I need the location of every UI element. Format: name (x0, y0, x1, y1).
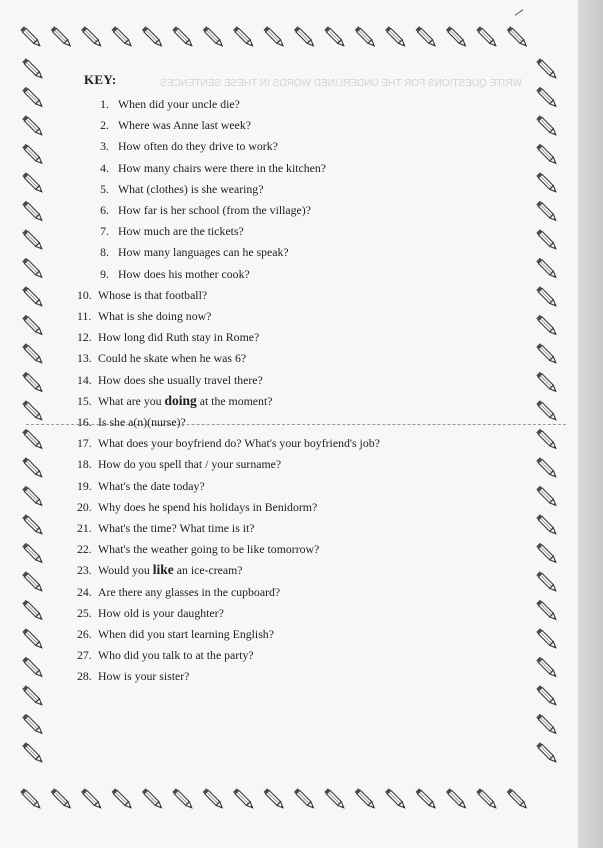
question-text (118, 179, 263, 199)
question-text-part: Are there any glasses in the cupboard? (98, 584, 281, 599)
pencil-icon (22, 172, 43, 193)
question-text (98, 582, 280, 602)
pencil-icon (22, 229, 43, 250)
pencil-icon (203, 788, 224, 809)
pencil-icon (385, 788, 406, 809)
pencil-icon (20, 788, 41, 809)
question-text (118, 221, 244, 241)
pencil-icon (446, 26, 467, 47)
pencil-icon (324, 788, 345, 809)
pencil-icon (203, 26, 224, 47)
pencil-icon (536, 571, 557, 592)
pencil-icon (22, 315, 43, 336)
pencil-icon (536, 600, 557, 621)
pencil-icon (476, 788, 497, 809)
item-number: 2. (100, 118, 109, 133)
pencil-icon (536, 372, 557, 393)
question-text-part: How often do they drive to work? (118, 139, 278, 154)
question-text (98, 285, 207, 305)
pencil-icon (22, 429, 43, 450)
pencil-icon (22, 657, 43, 678)
item-number: 1. (100, 97, 109, 111)
item-number: 28. (77, 669, 92, 684)
question-text (98, 454, 281, 474)
pencil-icon (536, 58, 557, 79)
question-text-part: How is your sister? (98, 669, 190, 684)
pencil-icon (355, 788, 376, 809)
item-number: 6. (100, 203, 109, 217)
key-title: KEY: (84, 72, 117, 87)
question-text-part: What is she doing now? (98, 309, 212, 323)
pencil-icon (263, 26, 284, 47)
question-text-part: How do you spell that / your surname? (98, 457, 282, 472)
question-text (118, 200, 311, 220)
item-number: 13. (77, 351, 92, 366)
pencil-icon (172, 788, 193, 809)
pencil-icon (355, 26, 376, 47)
pencil-icon (263, 788, 284, 809)
question-text (98, 603, 224, 623)
pencil-icon (324, 26, 345, 47)
item-number: 8. (100, 245, 109, 260)
item-number: 10. (77, 287, 92, 302)
question-text-part: Is she a(n)(nurse)? (98, 415, 186, 429)
item-number: 18. (77, 457, 92, 472)
bleed-through-heading: WRITE QUESTIONS FOR THE UNDERLINED WORDS IN THESE SENTENCES (160, 78, 522, 89)
pencil-icon (81, 788, 102, 809)
question-text-part: at the moment? (196, 393, 273, 408)
pencil-icon (536, 343, 557, 364)
pencil-icon (233, 26, 254, 47)
pencil-icon (22, 628, 43, 649)
pencil-icon (294, 26, 315, 47)
item-number: 4. (100, 160, 109, 175)
question-text-part: What's the date today? (98, 478, 205, 493)
item-number: 27. (77, 648, 92, 663)
question-text-part: Where was Anne last week? (118, 118, 251, 133)
pencil-icon (22, 685, 43, 706)
item-number: 7. (100, 224, 109, 239)
pencil-icon (536, 115, 557, 136)
pencil-icon (22, 144, 43, 165)
item-number: 12. (77, 330, 92, 345)
pencil-icon (536, 657, 557, 678)
question-text-part: What are you (98, 393, 165, 408)
pencil-icon (536, 486, 557, 507)
pencil-icon (111, 788, 132, 809)
item-number: 11. (77, 309, 92, 323)
pencil-icon (536, 229, 557, 250)
question-text (98, 497, 317, 517)
pencil-icon (81, 26, 102, 47)
item-number: 26. (77, 627, 92, 641)
question-text (98, 645, 254, 665)
pencil-icon (51, 26, 72, 47)
pencil-icon (536, 685, 557, 706)
question-text-part: When did your uncle die? (118, 97, 240, 111)
pencil-icon (22, 87, 43, 108)
question-text (98, 433, 380, 453)
question-text-part: Could he skate when he was 6? (98, 351, 247, 366)
pencil-icon (476, 26, 497, 47)
item-number: 19. (77, 478, 92, 493)
pencil-icon (233, 788, 254, 809)
pencil-icon (22, 514, 43, 535)
pencil-icon (22, 258, 43, 279)
pencil-icon (22, 742, 43, 763)
question-text-part: How does his mother cook? (118, 266, 250, 281)
question-text-part: Whose is that football? (98, 287, 208, 302)
question-text (98, 560, 243, 580)
question-text-part: Would you (98, 563, 153, 578)
question-text-part: How far is her school (from the village)? (118, 203, 311, 217)
pencil-icon (172, 26, 193, 47)
pencil-icon (536, 315, 557, 336)
question-text-part: When did you start learning English? (98, 627, 274, 641)
pencil-icon (51, 788, 72, 809)
pencil-icon (142, 26, 163, 47)
pencil-icon (536, 201, 557, 222)
item-number: 3. (100, 139, 109, 154)
pencil-icon (22, 115, 43, 136)
item-number: 25. (77, 605, 92, 620)
pencil-icon (536, 628, 557, 649)
question-text (98, 624, 274, 644)
pencil-icon (294, 788, 315, 809)
item-number: 5. (100, 181, 109, 196)
pencil-icon (22, 286, 43, 307)
question-text-part: How much are the tickets? (118, 224, 244, 239)
item-number: 15. (77, 393, 92, 408)
question-text-part: How many languages can he speak? (118, 245, 289, 260)
item-number: 17. (77, 436, 92, 451)
question-text (118, 242, 289, 262)
pencil-icon (385, 26, 406, 47)
pencil-icon (536, 258, 557, 279)
pencil-icon (22, 543, 43, 564)
pencil-icon (415, 26, 436, 47)
question-text (98, 370, 263, 390)
item-number: 20. (77, 499, 92, 514)
question-text-part: What does your boyfriend do? What's your boyfriend's job? (98, 436, 380, 451)
item-number: 14. (77, 372, 92, 387)
question-text (118, 158, 326, 178)
pencil-icon (536, 87, 557, 108)
pencil-icon (22, 372, 43, 393)
pencil-icon (22, 343, 43, 364)
pencil-icon (536, 429, 557, 450)
pencil-icon (536, 514, 557, 535)
pencil-icon (22, 571, 43, 592)
question-text (98, 306, 211, 326)
pencil-icon (20, 26, 41, 47)
question-text (118, 94, 240, 114)
question-text (98, 412, 186, 432)
pencil-icon (111, 26, 132, 47)
question-text-part: Why does he spend his holidays in Benidorm? (98, 499, 318, 514)
question-text (98, 666, 189, 686)
question-text-part: How long did Ruth stay in Rome? (98, 330, 260, 345)
pencil-icon (536, 714, 557, 735)
pencil-icon (22, 457, 43, 478)
pencil-icon (536, 543, 557, 564)
pencil-icon (536, 742, 557, 763)
question-text-part: Who did you talk to at the party? (98, 648, 254, 663)
emphasized-word: doing (164, 392, 197, 408)
item-number: 16. (77, 415, 92, 429)
pencil-icon (536, 144, 557, 165)
question-text-part: How many chairs were there in the kitchen? (118, 160, 327, 175)
pencil-icon (446, 788, 467, 809)
question-text-part: How old is your daughter? (98, 605, 224, 620)
question-text (98, 348, 246, 368)
pencil-icon (22, 600, 43, 621)
question-text-part: What's the weather going to be like tomorrow? (98, 542, 320, 557)
item-number: 9. (100, 266, 109, 281)
question-text-part: What's the time? What time is it? (98, 521, 255, 535)
question-text (98, 476, 205, 496)
pencil-icon (22, 58, 43, 79)
pencil-icon (415, 788, 436, 809)
question-text (98, 391, 272, 411)
pencil-icon (142, 788, 163, 809)
item-number: 23. (77, 563, 92, 578)
emphasized-word: like (152, 562, 174, 578)
pencil-icon (22, 486, 43, 507)
pencil-icon (536, 172, 557, 193)
item-number: 21. (77, 521, 92, 535)
question-text (118, 264, 250, 284)
pencil-icon (507, 788, 528, 809)
question-text-part: How does she usually travel there? (98, 372, 263, 387)
question-text (118, 115, 251, 135)
question-text-part: an ice-cream? (173, 563, 243, 578)
pencil-icon (536, 457, 557, 478)
pencil-icon (536, 286, 557, 307)
question-text-part: What (clothes) is she wearing? (118, 181, 264, 196)
pencil-icon (22, 714, 43, 735)
item-number: 24. (77, 584, 92, 599)
pencil-icon (536, 400, 557, 421)
question-text (118, 136, 278, 156)
pencil-icon (22, 201, 43, 222)
item-number: 22. (77, 542, 92, 557)
pencil-icon (22, 400, 43, 421)
pencil-icon (507, 26, 528, 47)
question-text (98, 327, 259, 347)
question-text (98, 518, 255, 538)
question-text (98, 539, 319, 559)
